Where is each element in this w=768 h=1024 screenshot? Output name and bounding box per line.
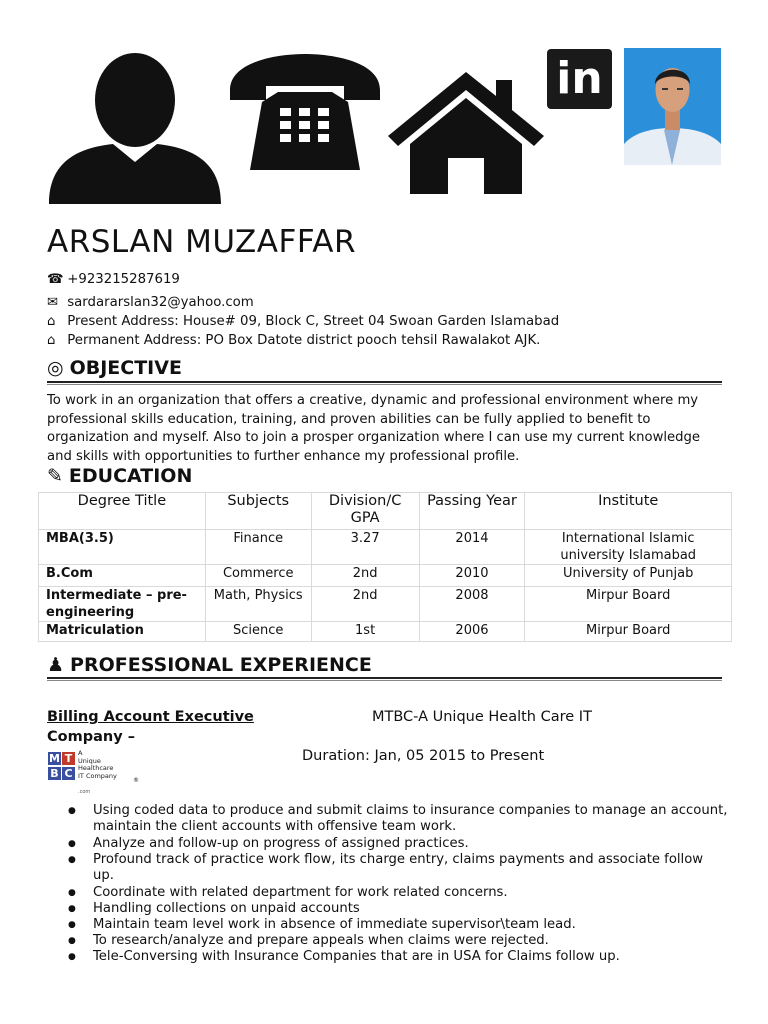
table-row [39, 622, 732, 642]
column-header: Division/C GPA [311, 493, 419, 530]
contact-present-address [47, 314, 559, 329]
year-cell: 2014 [419, 530, 525, 565]
year-cell: 2008 [419, 587, 525, 622]
division-cell: 3.27 [311, 530, 419, 565]
division-cell: 2nd [311, 587, 419, 622]
subjects-cell: Science [205, 622, 311, 642]
institute-cell: Mirpur Board [525, 622, 732, 642]
candidate-name: ARSLAN MUZAFFAR [47, 224, 357, 260]
objective-text: To work in an organization that offers a creative, dynamic and professional environment where my professional skills education, training, and proven abilities can be fully applied to benefit to organization and myself. Also to join a prosper organization where I can use my current knowledge and skills with opportunities to further enhance my professional profile. [47, 393, 701, 464]
column-header: Institute [525, 493, 732, 530]
bullet-icon: ● [68, 855, 76, 865]
table-row [39, 530, 732, 565]
experience-heading [47, 654, 372, 676]
experience-rule [47, 677, 722, 681]
duties-list [68, 803, 728, 965]
user-icon: ♟ [47, 654, 65, 676]
logo-tagline: IT Company [78, 771, 117, 780]
telephone-icon [226, 52, 384, 174]
home-small-icon: ⌂ [47, 314, 56, 329]
contact-permanent-address [47, 333, 540, 348]
list-item [68, 885, 728, 901]
duty-text: Maintain team level work in absence of immediate supervisor\team lead. [93, 917, 576, 932]
column-header: Subjects [205, 493, 311, 530]
subjects-cell: Commerce [205, 565, 311, 587]
permanent-address: Permanent Address: PO Box Datote district pooch tehsil Rawalakot AJK. [67, 333, 541, 348]
duty-text: Tele-Conversing with Insurance Companies that are in USA for Claims follow up. [93, 949, 620, 964]
bullet-icon: ● [68, 952, 76, 962]
bullet-icon: ● [68, 806, 76, 816]
education-icon: ✎ [47, 465, 63, 487]
division-cell: 2nd [311, 565, 419, 587]
institute-cell: Mirpur Board [525, 587, 732, 622]
logo-suffix: .com [78, 789, 91, 795]
subjects-cell: Math, Physics [205, 587, 311, 622]
year-cell: 2006 [419, 622, 525, 642]
column-header: Passing Year [419, 493, 525, 530]
logo-letter: M [49, 752, 60, 765]
phone-icon: ☎ [47, 272, 64, 287]
year-cell: 2010 [419, 565, 525, 587]
logo-letter: T [62, 752, 75, 765]
objective-rule [47, 381, 722, 385]
duty-text: Using coded data to produce and submit claims to insurance companies to manage an account, maintain the client accounts with offensive team work. [93, 803, 728, 834]
contact-email [47, 295, 254, 310]
bullet-icon: ● [68, 920, 76, 930]
logo-letter: B [48, 767, 61, 780]
list-item [68, 803, 728, 835]
person-icon [47, 52, 223, 204]
degree-cell: MBA(3.5) [39, 530, 206, 565]
degree-cell: B.Com [39, 565, 206, 587]
target-icon: ◎ [47, 357, 64, 379]
logo-tagline: Unique [78, 756, 101, 765]
list-item [68, 901, 728, 917]
education-title: EDUCATION [68, 465, 193, 487]
job-title: Billing Account Executive [47, 709, 254, 725]
bullet-icon: ● [68, 839, 76, 849]
logo-tagline: Healthcare [78, 764, 114, 772]
logo-letter: C [62, 767, 75, 780]
education-heading [47, 465, 192, 487]
bullet-icon: ● [68, 904, 76, 914]
email-address: sardararslan32@yahoo.com [67, 295, 254, 310]
list-item [68, 949, 728, 965]
institute-cell: International Islamic university Islamabad [525, 530, 732, 565]
contact-phone [47, 272, 180, 287]
table-row [39, 565, 732, 587]
duty-text: Coordinate with related department for work related concerns. [93, 885, 508, 900]
duty-text: Analyze and follow-up on progress of assigned practices. [93, 836, 469, 851]
list-item [68, 836, 728, 852]
degree-cell: Intermediate – pre-engineering [39, 587, 206, 622]
experience-title: PROFESSIONAL EXPERIENCE [70, 654, 372, 676]
table-header-row [39, 493, 732, 530]
company-name-continued: Company – [47, 729, 135, 745]
duty-text: Profound track of practice work flow, its charge entry, claims payments and associate follow up. [93, 852, 704, 883]
degree-cell: Matriculation [39, 622, 206, 642]
linkedin-text: in [556, 53, 603, 104]
phone-number: +923215287619 [67, 272, 180, 287]
objective-title: OBJECTIVE [69, 357, 182, 379]
bullet-icon: ● [68, 888, 76, 898]
company-name: MTBC-A Unique Health Care IT [372, 709, 592, 725]
institute-cell: University of Punjab [525, 565, 732, 587]
logo-registered: ® [133, 777, 139, 784]
duty-text: To research/analyze and prepare appeals when claims were rejected. [93, 933, 549, 948]
column-header: Degree Title [39, 493, 206, 530]
education-table [38, 492, 732, 642]
house-icon [384, 66, 548, 196]
profile-photo [624, 48, 721, 165]
division-cell: 1st [311, 622, 419, 642]
list-item [68, 933, 728, 949]
list-item [68, 852, 728, 884]
list-item [68, 917, 728, 933]
mtbc-logo [48, 750, 143, 798]
home-small-icon: ⌂ [47, 333, 56, 348]
linkedin-icon[interactable] [547, 49, 612, 109]
job-duration: Duration: Jan, 05 2015 to Present [302, 748, 545, 764]
logo-tagline: A [78, 749, 83, 757]
table-row [39, 587, 732, 622]
duty-text: Handling collections on unpaid accounts [93, 901, 360, 916]
bullet-icon: ● [68, 936, 76, 946]
present-address: Present Address: House# 09, Block C, Street 04 Swoan Garden Islamabad [67, 314, 560, 329]
subjects-cell: Finance [205, 530, 311, 565]
objective-heading [47, 357, 182, 379]
envelope-icon: ✉ [47, 295, 59, 310]
